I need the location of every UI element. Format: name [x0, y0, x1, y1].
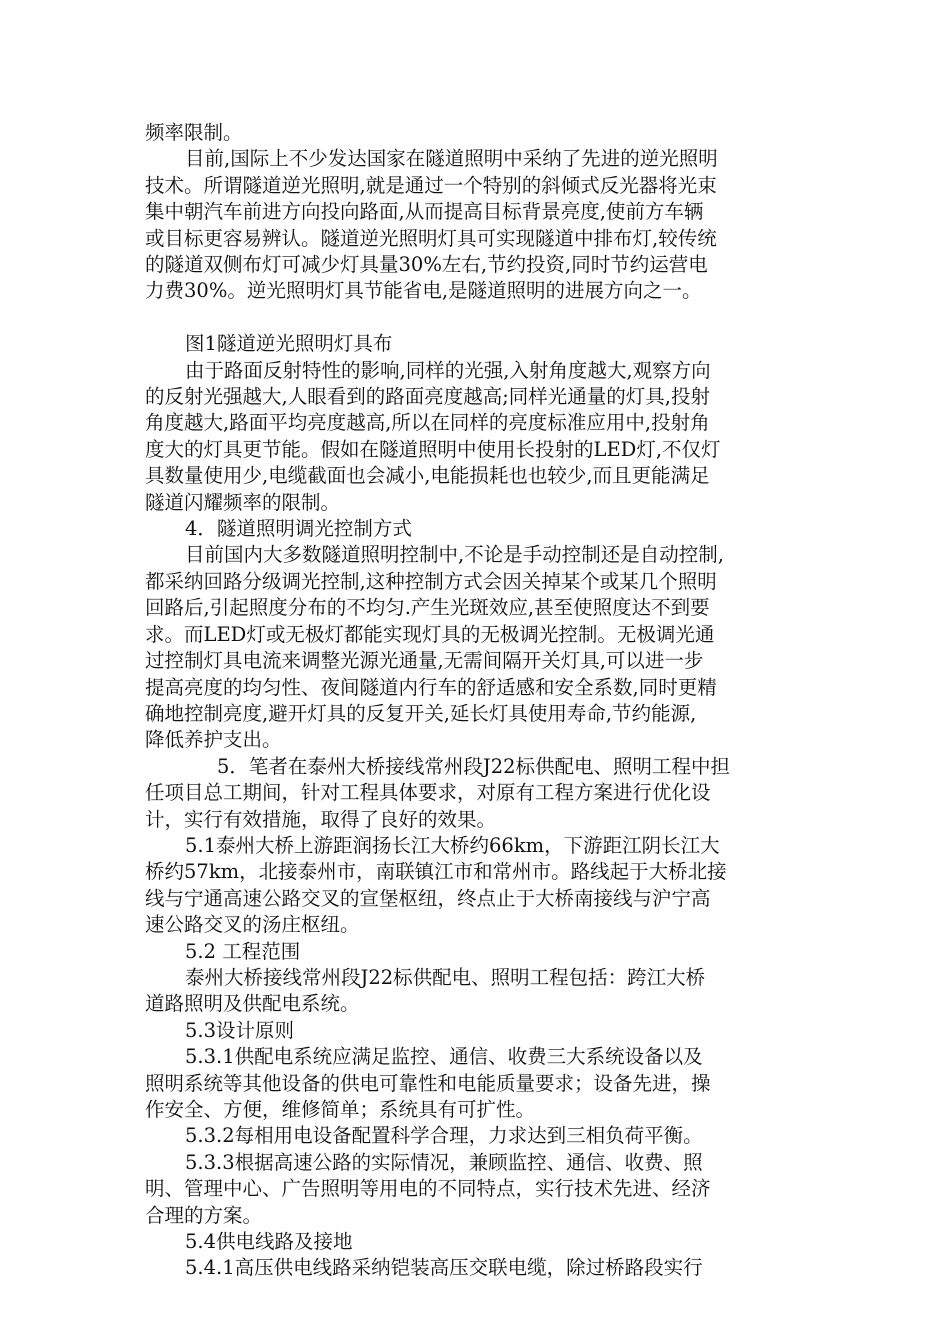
body-text: [145, 120, 817, 1282]
text-line: 或目标更容易辨认。隧道逆光照明灯具可实现隧道中排布灯,较传统: [145, 226, 717, 250]
section-heading: 5.3设计原则: [185, 1018, 295, 1042]
text-line: 回路后,引起照度分布的不均匀.产生光斑效应,甚至使照度达不到要: [145, 596, 710, 620]
text-line: 道路照明及供配电系统。: [145, 992, 360, 1016]
text-line: 都采纳回路分级调光控制,这种控制方式会因关掉某个或某几个照明: [145, 569, 717, 593]
text-line: 5.3.3根据高速公路的实际情况，兼顾监控、通信、收费、照: [185, 1150, 703, 1174]
text-line: 明、管理中心、广告照明等用电的不同特点，实行技术先进、经济: [145, 1177, 711, 1201]
text-line: 线与宁通高速公路交叉的宣堡枢纽，终点止于大桥南接线与沪宁高: [145, 886, 711, 910]
text-line: 目前国内大多数隧道照明控制中,不论是手动控制还是自动控制,: [185, 543, 724, 567]
section-heading: 4．隧道照明调光控制方式: [185, 517, 412, 541]
text-line: 5.3.2每相用电设备配置科学合理，力求达到三相负荷平衡。: [185, 1124, 703, 1148]
text-line: 照明系统等其他设备的供电可靠性和电能质量要求；设备先进，操: [145, 1071, 711, 1095]
text-line: 确地控制亮度,避开灯具的反复开关,延长灯具使用寿命,节约能源,: [145, 701, 697, 725]
text-line: 的隧道双侧布灯可减少灯具量30%左右,节约投资,同时节约运营电: [145, 253, 708, 277]
text-line: 降低养护支出。: [145, 728, 282, 752]
text-line: 求。而LED灯或无极灯都能实现灯具的无极调光控制。无极调光通: [145, 622, 715, 646]
text-line: 过控制灯具电流来调整光源光通量,无需间隔开关灯具,可以进一步: [145, 649, 704, 673]
section-heading: 5．笔者在泰州大桥接线常州段J22标供配电、照明工程中担: [217, 754, 731, 778]
text-line: 提高亮度的均匀性、夜间隧道内行车的舒适感和安全系数,同时更精: [145, 675, 717, 699]
text-line: 的反射光强越大,人眼看到的路面亮度越高;同样光通量的灯具,投射: [145, 385, 710, 409]
text-line: 由于路面反射特性的影响,同样的光强,入射角度越大,观察方向: [185, 358, 711, 382]
text-line: 5.3.1供配电系统应满足监控、通信、收费三大系统设备以及: [185, 1045, 703, 1069]
text-line: 力费30%。逆光照明灯具节能省电,是隧道照明的进展方向之一。: [145, 279, 702, 303]
text-line: 目前,国际上不少发达国家在隧道照明中采纳了先进的逆光照明: [185, 147, 718, 171]
text-line: 任项目总工期间，针对工程具体要求，对原有工程方案进行优化设: [145, 781, 711, 805]
text-line: 计，实行有效措施，取得了良好的效果。: [145, 807, 497, 831]
section-heading: 5.2 工程范围: [185, 939, 301, 963]
text-line: 合理的方案。: [145, 1203, 263, 1227]
text-line: 技术。所谓隧道逆光照明,就是通过一个特别的斜倾式反光器将光束: [145, 173, 717, 197]
text-line: 角度越大,路面平均亮度越高,所以在同样的亮度标准应用中,投射角: [145, 411, 710, 435]
text-line: 泰州大桥接线常州段J22标供配电、照明工程包括：跨江大桥: [185, 965, 706, 989]
figure-caption: 图1隧道逆光照明灯具布: [185, 332, 393, 356]
section-heading: 5.4供电线路及接地: [185, 1230, 353, 1254]
text-line: 隧道闪耀频率的限制。: [145, 490, 341, 514]
text-line: 具数量使用少,电缆截面也会减小,电能损耗也也较少,而且更能满足: [145, 464, 710, 488]
text-line: 5.1泰州大桥上游距润扬长江大桥约66km，下游距江阴长江大: [185, 833, 720, 857]
text-line: 作安全、方便，维修简单；系统具有可扩性。: [145, 1098, 536, 1122]
text-line: 集中朝汽车前进方向投向路面,从而提高目标背景亮度,使前方车辆: [145, 200, 704, 224]
blank-line: [145, 305, 817, 331]
text-line: 桥约57km，北接泰州市，南联镇江市和常州市。路线起于大桥北接: [145, 860, 727, 884]
text-line: 频率限制。: [145, 121, 243, 144]
text-line: 速公路交叉的汤庄枢纽。: [145, 913, 360, 937]
text-line: 5.4.1高压供电线路采纳铠装高压交联电缆，除过桥路段实行: [185, 1256, 703, 1280]
text-line: 度大的灯具更节能。假如在隧道照明中使用长投射的LED灯,不仅灯: [145, 437, 721, 461]
